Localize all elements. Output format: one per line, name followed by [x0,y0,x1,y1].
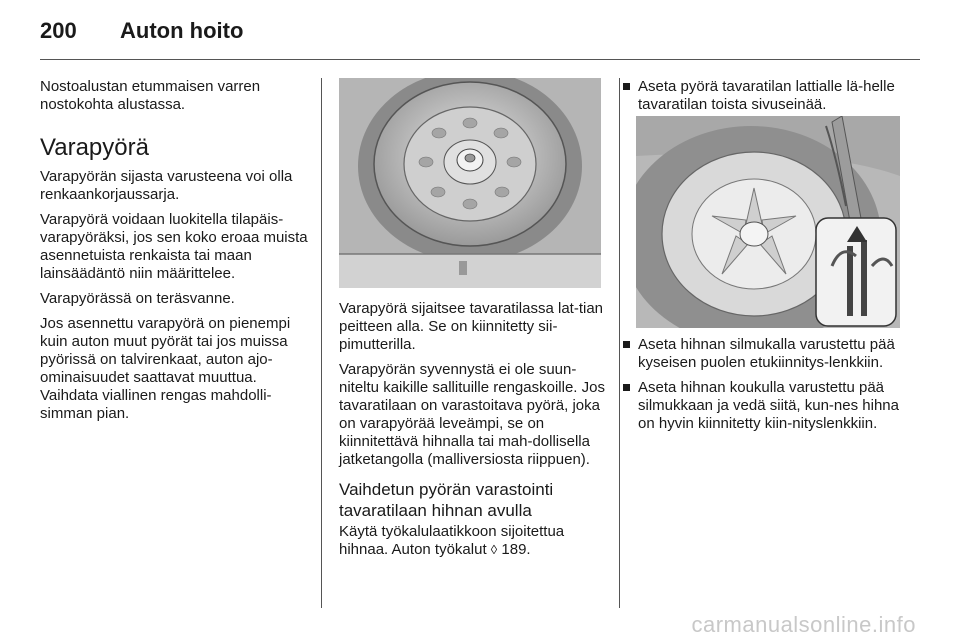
bullet-item [621,336,903,372]
column-1 [40,78,308,430]
column-3 [621,78,903,121]
bullet-text: Aseta hihnan silmukalla varustettu pää kyseisen puolen etukiinnitys-lenkkiin. [638,336,895,371]
section-heading: Varapyörä [40,134,149,161]
bullet-square-icon [623,384,630,391]
bullet-item [621,379,903,433]
subsection-heading: Vaihdetun pyörän varastointi tavaratilaan hihnan avulla [339,480,554,520]
page-number: 200 [40,18,77,43]
bullet-square-icon [623,341,630,348]
column-divider-right [619,78,620,608]
page-reference-arrow-icon: ◊ [490,542,498,557]
header-rule [40,59,920,60]
paragraph: Varapyörän syvennystä ei ole suun-niteltu kaikille sallituille rengaskoille. Jos tavaratilaan on varastoitava pyörä, joka on varapyörää leveämpi, se on kiinnitettävä hihnalla tai mah-dollisella jatketangolla (malliversiosta riippuen). [339,361,605,468]
bullet-text: Aseta pyörä tavaratilan lattialle lä-helle tavaratilan toista sivuseinää. [638,78,895,113]
tools-reference-text: Käytä työkalulaatikkoon sijoitettua hihnaa. Auton työkalut [339,523,565,558]
tools-page-link[interactable]: 189. [501,541,531,558]
paragraph: Jos asennettu varapyörä on pienempi kuin auton muut pyörät tai jos muissa pyörissä on talvirenkaat, auton ajo-ominaisuudet saattavat muuttua. Vaihdata viallinen rengas mahdolli-simman pian. [40,315,291,422]
bullet-square-icon [623,83,630,90]
paragraph: Varapyörän sijasta varusteena voi olla renkaankorjaussarja. [40,168,293,203]
column-3-lower [621,336,903,440]
page-title: Auton hoito [120,18,244,43]
paragraph: Varapyörässä on teräsvanne. [40,290,235,307]
strapped-wheel-illustration [636,116,900,328]
intro-text: Nostoalustan etummaisen varren nostokohta alustassa. [40,78,261,113]
watermark: carmanualsonline.info [691,612,916,637]
paragraph: Varapyörä sijaitsee tavaratilassa lat-tian peitteen alla. Se on kiinnitetty sii-pimutterilla. [339,300,604,353]
paragraph: Varapyörä voidaan luokitella tilapäis-varapyöräksi, jos sen koko eroaa muista asennetuista renkaista tai maan lainsäädäntö niin määrittelee. [40,211,308,282]
bullet-item [621,78,903,114]
spare-wheel-illustration [339,78,601,288]
column-2 [339,300,605,566]
page-header [40,18,243,48]
bullet-text: Aseta hihnan koukulla varustettu pää silmukkaan ja vedä siitä, kun-nes hihna on hyvin kiinnitetty kiin-nityslenkkiin. [638,379,899,432]
column-divider-left [321,78,322,608]
paragraph [339,523,605,559]
